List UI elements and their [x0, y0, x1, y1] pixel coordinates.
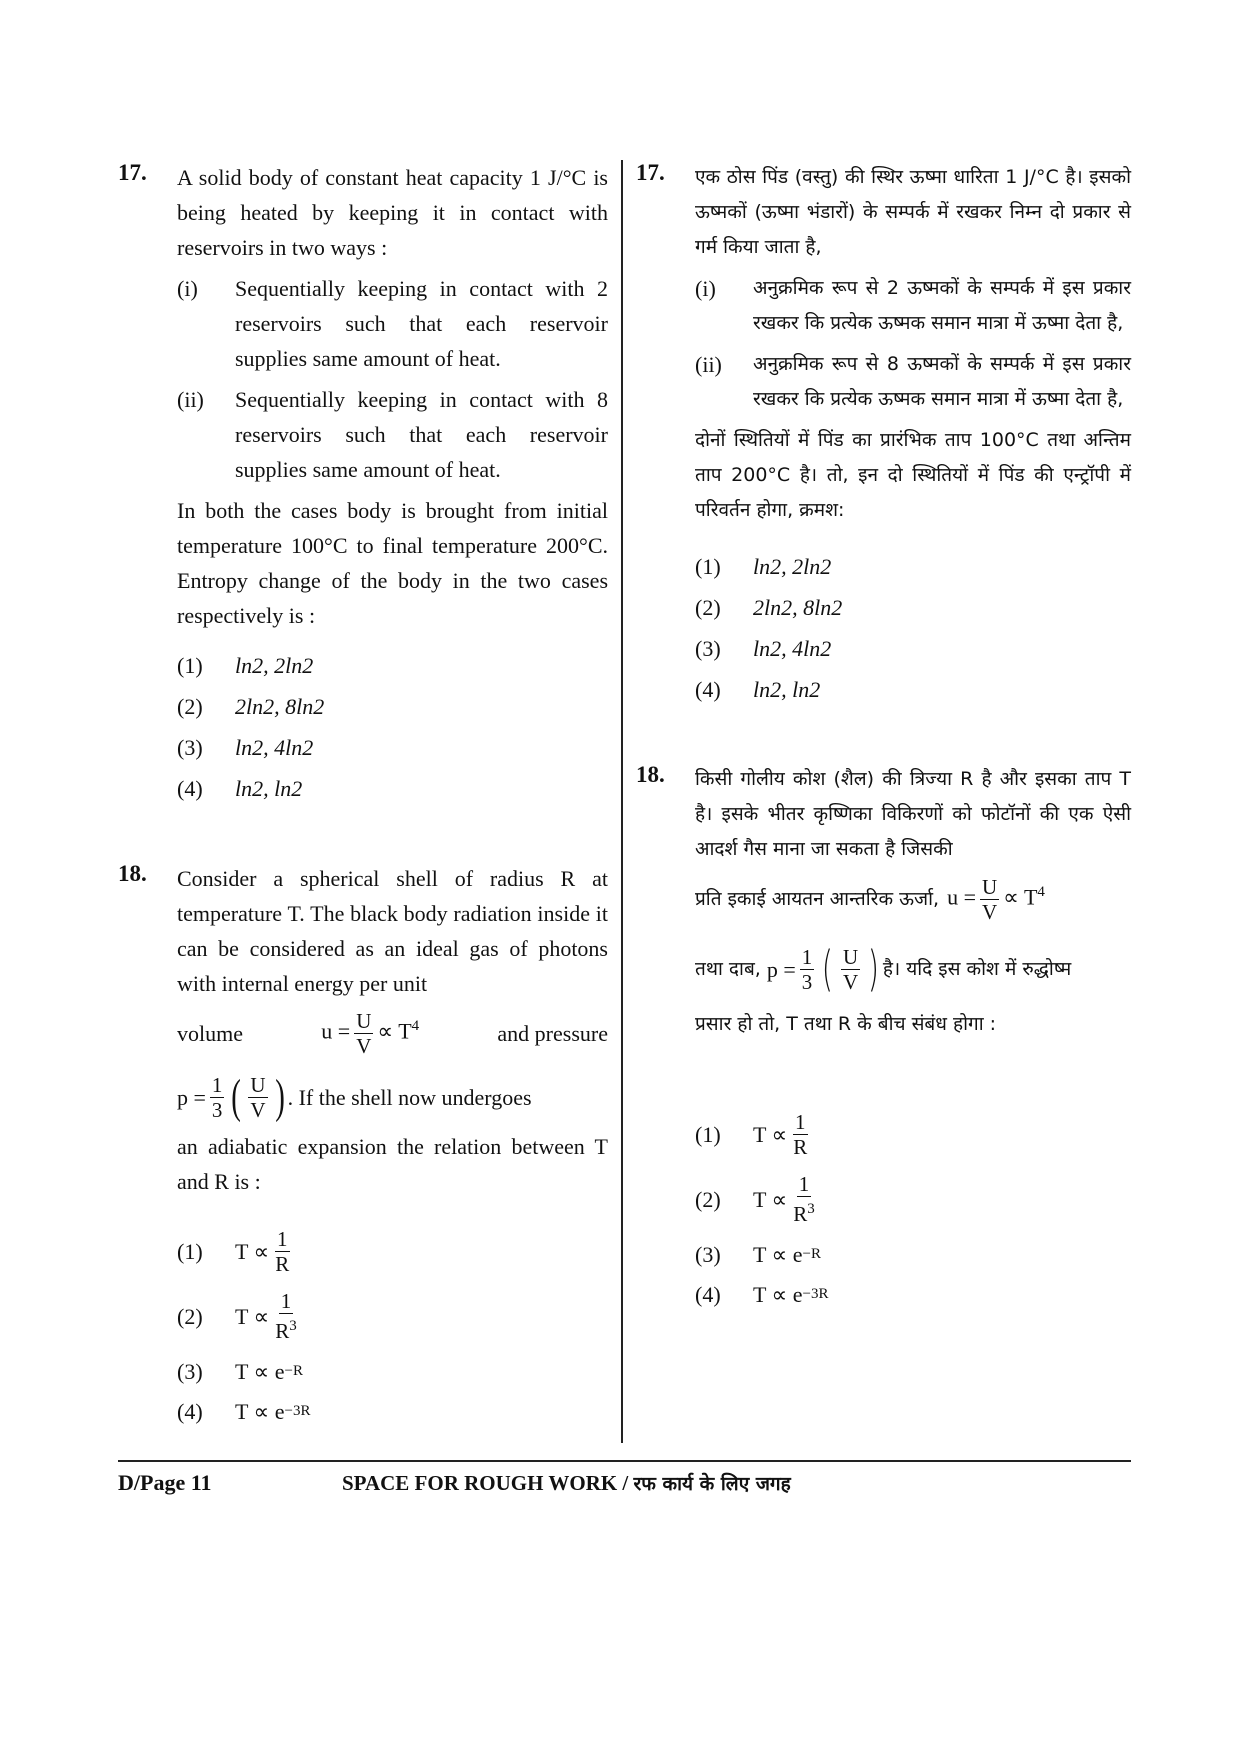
question-tail: दोनों स्थितियों में पिंड का प्रारंभिक ताप 100°C तथा अन्तिम ताप 200°C है। तो, इन दो स्थितियों में पिंड की एन्ट्रॉपी में परिवर्तन होगा, क्रमश: — [695, 429, 1131, 521]
sub-item: (ii) Sequentially keeping in contact with 8 reservoirs such that each reservoir supplies same amount of heat. — [177, 387, 608, 482]
options-list — [177, 1221, 608, 1431]
question-number: 18. — [118, 861, 147, 886]
sub-item: (i) अनुक्रमिक रूप से 2 ऊष्मकों के सम्पर्क में इस प्रकार रखकर कि प्रत्येक ऊष्मक समान मात्रा में ऊष्मा देता है, — [695, 276, 1131, 334]
question-18-hi — [636, 762, 1131, 1314]
question-tail: In both the cases body is brought from initial temperature 100°C to final temperature 200°C. Entropy change of the body in the two cases respectively is : — [177, 498, 608, 628]
energy-line: volume u = $\frac{U}{V}$ ∝ $T^4$ and pressure — [177, 1008, 608, 1058]
option: (2) T ∝ $\frac{1}{R^3}$ — [695, 1172, 815, 1226]
option: (4) ln2, ln2 — [695, 677, 821, 702]
option: (4) ln2, ln2 — [177, 776, 303, 801]
option: (1) ln2, 2ln2 — [177, 653, 314, 678]
option: (1) T ∝ $\frac{1}{R}$ — [177, 1226, 290, 1276]
option: (2) 2ln2, 8ln2 — [695, 595, 843, 620]
question-stem: किसी गोलीय कोश (शैल) की त्रिज्या R है और इसका ताप T है। इसके भीतर कृष्णिका विकिरणों को फोटॉनों की एक ऐसी आदर्श गैस माना जा सकता है जिसकी — [695, 768, 1131, 860]
option: (4) T ∝ e −3R — [177, 1398, 311, 1424]
question-tail: प्रसार हो तो, T तथा R के बीच संबंध होगा : — [695, 1013, 997, 1035]
option: (2) 2ln2, 8ln2 — [177, 694, 325, 719]
options-list — [695, 546, 1131, 710]
rough-work-label: SPACE FOR ROUGH WORK / रफ कार्य के लिए जगह — [342, 1471, 791, 1495]
question-18-en — [118, 861, 608, 1431]
question-number: 17. — [118, 160, 147, 185]
sub-item: (i) Sequentially keeping in contact with 2 reservoirs such that each reservoir supplies same amount of heat. — [177, 276, 608, 371]
question-number: 17. — [636, 160, 665, 185]
footer-rule — [118, 1460, 1131, 1462]
question-17-hi — [636, 160, 1131, 710]
option: (4) T ∝ e −3R — [695, 1281, 829, 1307]
energy-line: प्रति इकाई आयतन आन्तरिक ऊर्जा, u = $\frac{U}{V}$ ∝ $T^4$ — [695, 874, 1045, 924]
options-list — [177, 645, 608, 809]
pressure-line: तथा दाब, p = $\frac{1}{3}$ ( $\frac{U}{V}$ ) है। यदि इस कोश में रुद्धोष्म — [695, 941, 1072, 997]
option: (3) ln2, 4ln2 — [177, 735, 314, 760]
english-column — [118, 160, 608, 1431]
question-stem: Consider a spherical shell of radius R at temperature T. The black body radiation inside it can be considered as an ideal gas of photons with internal energy per unit — [177, 866, 608, 996]
sub-item: (ii) अनुक्रमिक रूप से 8 ऊष्मकों के सम्पर्क में इस प्रकार रखकर कि प्रत्येक ऊष्मक समान मात्रा में ऊष्मा देता है, — [695, 352, 1131, 410]
question-stem: एक ठोस पिंड (वस्तु) की स्थिर ऊष्मा धारिता 1 J/°C है। इसको ऊष्मकों (ऊष्मा भंडारों) के सम्पर्क में रखकर निम्न दो प्रकार से गर्म किया जाता है, — [695, 166, 1131, 258]
option: (1) T ∝ $\frac{1}{R}$ — [695, 1109, 808, 1159]
option: (3) ln2, 4ln2 — [695, 636, 832, 661]
page-number: D/Page 11 — [118, 1470, 212, 1495]
option: (2) T ∝ $\frac{1}{R^3}$ — [177, 1289, 297, 1343]
option: (3) T ∝ e −R — [177, 1358, 303, 1384]
question-tail: an adiabatic expansion the relation between T and R is : — [177, 1134, 608, 1194]
column-divider — [621, 160, 623, 1443]
pressure-line: p = $\frac{1}{3}$ ( $\frac{U}{V}$ ) . If the shell now undergoes — [177, 1070, 532, 1123]
options-list — [695, 1104, 1131, 1314]
question-17-en — [118, 160, 608, 809]
question-number: 18. — [636, 762, 665, 787]
hindi-column — [636, 160, 1131, 1314]
option: (1) ln2, 2ln2 — [695, 554, 832, 579]
question-stem: A solid body of constant heat capacity 1 J/°C is being heated by keeping it in contact with reservoirs in two ways : — [177, 165, 608, 260]
option: (3) T ∝ e −R — [695, 1241, 821, 1267]
